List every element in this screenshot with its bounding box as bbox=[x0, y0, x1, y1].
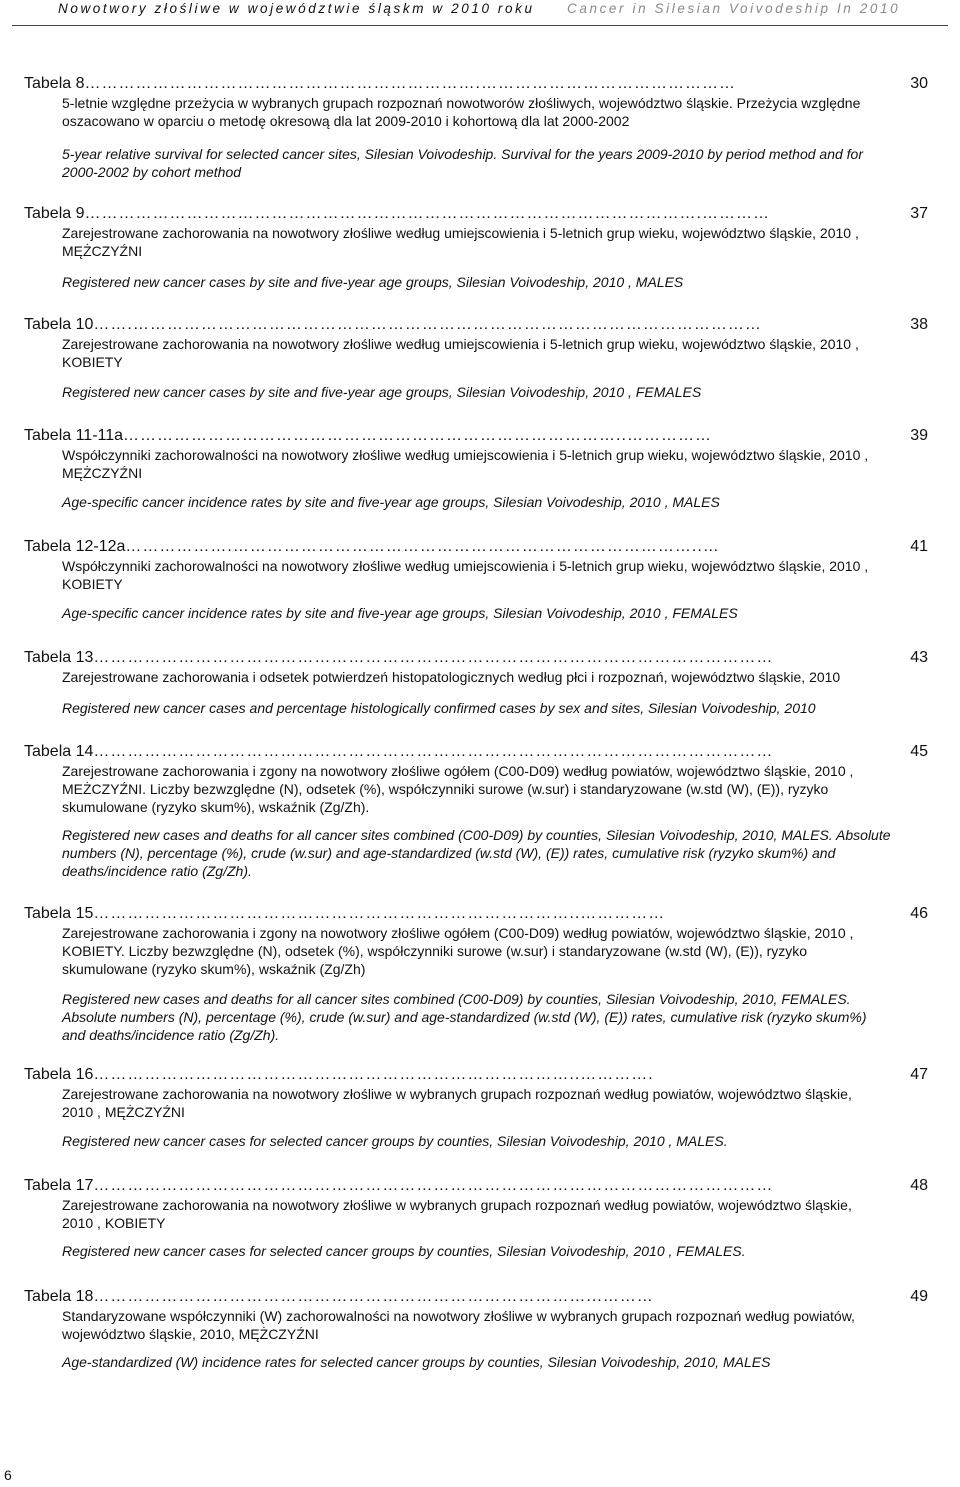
toc-entry-description-polish: Zarejestrowane zachorowania na nowotwory złośliwe według umiejscowienia i 5-letnich grup wieku, województwo śląskie, 2010 , KOBIETY bbox=[62, 336, 859, 370]
toc-page-number: 39 bbox=[910, 427, 928, 444]
toc-entry-title: Tabela 15 bbox=[24, 905, 94, 922]
toc-entry-description-polish: Zarejestrowane zachorowania na nowotwory złośliwe w wybranych grupach rozpoznań według powiatów, województwo śląskie, 2010 , KOBIETY bbox=[62, 1197, 852, 1231]
toc-page-number: 37 bbox=[910, 205, 928, 222]
toc-entry-title: Tabela 13 bbox=[24, 649, 94, 666]
toc-entry-description-english: Age-specific cancer incidence rates by site and five-year age groups, Silesian Voivodeship, 2010 , FEMALES bbox=[62, 605, 738, 621]
toc-entry-description-english: Age-specific cancer incidence rates by site and five-year age groups, Silesian Voivodeship, 2010 , MALES bbox=[62, 494, 720, 510]
toc-leader-dots: …………………………………………………………….……………………………………… bbox=[84, 75, 736, 92]
toc-entry-description-polish: Zarejestrowane zachorowania i zgony na nowotwory złośliwe ogółem (C00-D09) według powiatów, województwo śląskie, 2010 , KOBIETY. Liczby bezwzględne (N), odsetek (%), współczynniki surowe (w.sur) i standaryzowane (w.std (W), (E)), ryzyko skumulowane (ryzyko skum%), wskaźnik (Zg/Zh) bbox=[62, 925, 854, 977]
header-title-english: Cancer in Silesian Voivodeship In 2010 bbox=[567, 1, 901, 16]
toc-leader-dots: …………………………………………………………………………..…………. bbox=[93, 1066, 654, 1083]
toc-leader-dots: ……………………………………………………………………………..…………… bbox=[123, 427, 712, 444]
toc-entry-description-polish: Zarejestrowane zachorowania na nowotwory złośliwe w wybranych grupach rozpoznań według powiatów, województwo śląskie, 2010 , MĘŻCZYŹNI bbox=[62, 1086, 852, 1120]
toc-leader-dots: …….………………………………………………………………………………………………… bbox=[93, 316, 762, 333]
toc-entry-description-english: Registered new cancer cases for selected cancer groups by counties, Silesian Voivodeship, 2010 , MALES. bbox=[62, 1133, 728, 1149]
toc-entry-title: Tabela 12-12a bbox=[24, 538, 126, 555]
toc-entry-title-row bbox=[24, 1176, 890, 1196]
toc-leader-dots: ………………………………………………………………………………………………………… bbox=[93, 1177, 774, 1194]
toc-page-number: 41 bbox=[910, 538, 928, 555]
toc-entry-description-polish: Zarejestrowane zachorowania i odsetek potwierdzeń histopatologicznych według płci i rozpoznań, województwo śląskie, 2010 bbox=[62, 669, 841, 685]
toc-page-number: 49 bbox=[910, 1288, 928, 1305]
toc-entry-title: Tabela 14 bbox=[24, 743, 94, 760]
toc-entry-description-english: Registered new cases and deaths for all cancer sites combined (C00-D09) by counties, Silesian Voivodeship, 2010, FEMALES. Absolute numbers (N), percentage (%), crude (w.sur) and age-standardized (w.std (W), (E)) rates, cumulative risk (ryzyko skum%) and deaths/incidence ratio (Zg/Zh). bbox=[62, 991, 867, 1043]
toc-entry-description-english: Registered new cancer cases by site and five-year age groups, Silesian Voivodeship, 2010 , MALES bbox=[62, 274, 684, 290]
toc-entry-title: Tabela 18 bbox=[24, 1288, 94, 1305]
toc-leader-dots: …………………………………………………………………………..…………… bbox=[93, 905, 666, 922]
toc-entry-title-row bbox=[24, 904, 890, 924]
toc-entry-title: Tabela 17 bbox=[24, 1177, 94, 1194]
running-header bbox=[0, 0, 960, 34]
toc-entry-title-row bbox=[24, 742, 890, 762]
toc-entry-title-row bbox=[24, 74, 890, 94]
toc-leader-dots: ………………………………………………………………………………………………………… bbox=[93, 743, 774, 760]
toc-leader-dots: ……………………………………………………………………………...……… bbox=[93, 1288, 654, 1305]
toc-page-number: 30 bbox=[910, 75, 928, 92]
toc-entry-description-polish: Zarejestrowane zachorowania i zgony na nowotwory złośliwe ogółem (C00-D09) według powiatów, województwo śląskie, 2010 , MEŻCZYŹNI. Liczby bezwzględne (N), odsetek (%), współczynniki surowe (w.sur) i standaryzowane (w.std (W), (E)), ryzyko skumulowane (ryzyko skum%), wskaźnik (Zg/Zh). bbox=[62, 763, 854, 815]
toc-entry-title-row bbox=[24, 204, 890, 224]
toc-entry-title-row bbox=[24, 648, 890, 668]
page-number: 6 bbox=[4, 1467, 12, 1483]
toc-entry-description-polish: Standaryzowane współczynniki (W) zachorowalności na nowotwory złośliwe w wybranych grupach rozpoznań według powiatów, województwo śląskie, 2010, MĘŻCZYŹNI bbox=[62, 1308, 855, 1342]
toc-entry-description-polish: Współczynniki zachorowalności na nowotwory złośliwe według umiejscowienia i 5-letnich grup wieku, województwo śląskie, 2010 , MĘŻCZYŹNI bbox=[62, 447, 869, 481]
toc-leader-dots: ……………………………………………………………………………………………….………… bbox=[84, 205, 770, 222]
toc-entry-title: Tabela 11-11a bbox=[24, 427, 124, 444]
toc-entry-title-row bbox=[24, 315, 890, 335]
toc-leader-dots: ………………………………………………………………………………………………………… bbox=[93, 649, 774, 666]
toc-entry-description-english: Registered new cancer cases by site and five-year age groups, Silesian Voivodeship, 2010 , FEMALES bbox=[62, 384, 702, 400]
toc-entry-description-english: 5-year relative survival for selected cancer sites, Silesian Voivodeship. Survival for the years 2009-2010 by period method and for 2000-2002 by cohort method bbox=[62, 146, 864, 180]
toc-page-number: 45 bbox=[910, 743, 928, 760]
toc-entry-title: Tabela 8 bbox=[24, 75, 85, 92]
toc-page-number: 43 bbox=[910, 649, 928, 666]
toc-entry-description-polish: Współczynniki zachorowalności na nowotwory złośliwe według umiejscowienia i 5-letnich grup wieku, województwo śląskie, 2010 , KOBIETY bbox=[62, 558, 869, 592]
toc-entry-title: Tabela 9 bbox=[24, 205, 85, 222]
toc-entry-title: Tabela 16 bbox=[24, 1066, 94, 1083]
toc-page-number: 47 bbox=[910, 1066, 928, 1083]
toc-page-number: 48 bbox=[910, 1177, 928, 1194]
toc-entry-description-english: Age-standardized (W) incidence rates for selected cancer groups by counties, Silesian Voivodeship, 2010, MALES bbox=[62, 1354, 771, 1370]
toc-page-number: 38 bbox=[910, 316, 928, 333]
toc-entry-description-polish: 5-letnie względne przeżycia w wybranych grupach rozpoznań nowotworów złośliwych, województwo śląskie. Przeżycia względne oszacowano w oparciu o metodę okresową dla lat 2009-2010 i kohortową dla lat 2000-2002 bbox=[62, 95, 861, 129]
toc-entry-title-row bbox=[24, 1065, 890, 1085]
toc-entry-description-english: Registered new cancer cases for selected cancer groups by counties, Silesian Voivodeship, 2010 , FEMALES. bbox=[62, 1243, 746, 1259]
toc-entry-description-english: Registered new cases and deaths for all cancer sites combined (C00-D09) by counties, Silesian Voivodeship, 2010, MALES. Absolute numbers (N), percentage (%), crude (w.sur) and age-standardized (w.std (W), (E)) rates, cumulative risk (ryzyko skum%) and deaths/incidence ratio (Zg/Zh). bbox=[62, 827, 891, 879]
toc-entry-title-row bbox=[24, 1287, 890, 1307]
toc-entry-title-row bbox=[24, 537, 890, 557]
header-title-polish: Nowotwory złośliwe w województwie śląskm w 2010 roku bbox=[58, 1, 535, 16]
header-rule bbox=[12, 25, 948, 26]
toc-page-number: 46 bbox=[910, 905, 928, 922]
toc-entry-title: Tabela 10 bbox=[24, 316, 94, 333]
toc-entry-description-polish: Zarejestrowane zachorowania na nowotwory złośliwe według umiejscowienia i 5-letnich grup wieku, województwo śląskie, 2010 , MĘŻCZYŹNI bbox=[62, 225, 859, 259]
toc-entry-description-english: Registered new cancer cases and percentage histologically confirmed cases by sex and sites, Silesian Voivodeship, 2010 bbox=[62, 700, 816, 716]
toc-entry-title-row bbox=[24, 426, 890, 446]
toc-leader-dots: ……………….………………………………………………………………………..… bbox=[125, 538, 720, 555]
